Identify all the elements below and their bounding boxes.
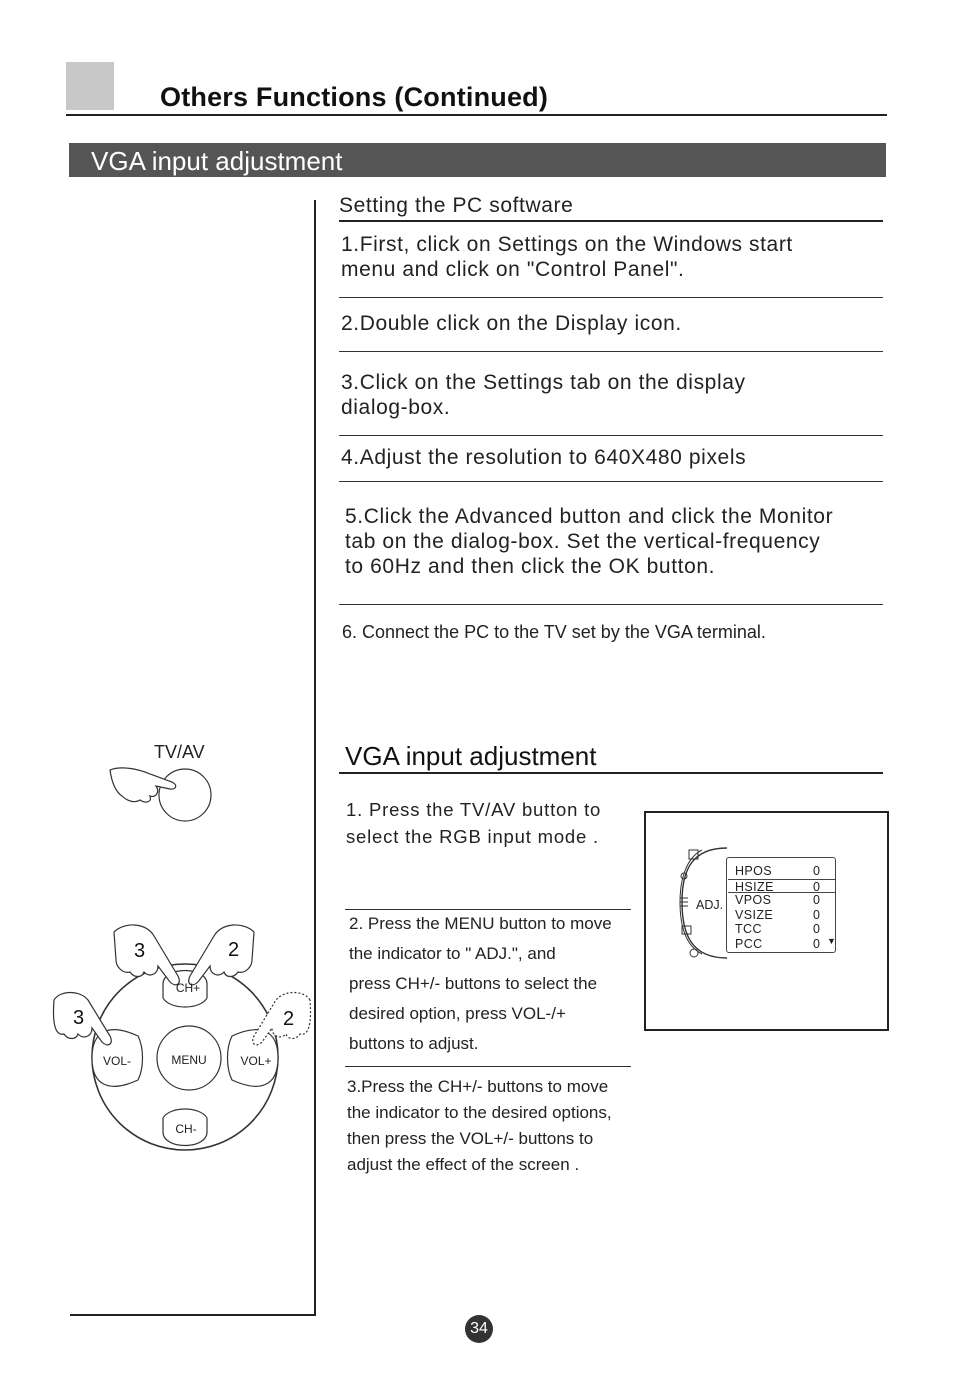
pc-step-1-line-1: 1.First, click on Settings on the Windows start <box>341 233 793 256</box>
osd-row-value: 0 <box>813 893 821 908</box>
tvav-label: TV/AV <box>154 742 205 762</box>
osd-row-value: 0 <box>813 907 821 922</box>
column-divider <box>314 200 316 1315</box>
pc-setup-heading: Setting the PC software <box>339 194 574 217</box>
vga-step-3-line-4: adjust the effect of the screen . <box>347 1155 580 1174</box>
pc-step-1 <box>341 232 793 282</box>
pc-step-3-line-2: dialog-box. <box>341 396 451 419</box>
pc-step-divider <box>339 351 883 352</box>
vga-step-2-bottom-rule <box>345 1066 631 1067</box>
pc-step-divider <box>339 604 883 605</box>
pc-step-divider <box>339 435 883 436</box>
callout-number: 3 <box>134 940 146 962</box>
callout-number: 2 <box>228 939 240 961</box>
tvav-button-press-illustration <box>106 762 216 824</box>
osd-row-label: HPOS <box>735 864 773 878</box>
pc-step-2-line-1: 2.Double click on the Display icon. <box>341 312 682 335</box>
osd-row-hsize[interactable] <box>728 879 836 894</box>
osd-adj-label: ADJ. <box>696 898 724 912</box>
vga-step-1-line-2: select the RGB input mode . <box>346 826 599 847</box>
vga-step-2-line-3: press CH+/- buttons to select the <box>349 974 598 993</box>
vga-step-2-line-5: buttons to adjust. <box>349 1034 479 1053</box>
osd-row-value: 0 <box>813 937 821 951</box>
section-bar <box>69 143 886 177</box>
page-title: Others Functions (Continued) <box>160 82 549 112</box>
ch-minus-label: CH- <box>175 1122 197 1136</box>
osd-row-label: TCC <box>735 922 762 937</box>
osd-row-tcc[interactable] <box>735 922 835 937</box>
pc-step-5-line-3: to 60Hz and then click the OK button. <box>345 555 716 578</box>
osd-row-label: HSIZE <box>735 879 774 894</box>
osd-adjust-menu <box>726 857 836 953</box>
pc-step-3-line-1: 3.Click on the Settings tab on the display <box>341 371 746 394</box>
pc-step-5 <box>345 504 920 579</box>
osd-row-hpos[interactable] <box>735 864 835 879</box>
osd-row-value: 0 <box>813 879 821 894</box>
ch-plus-label: CH+ <box>175 981 201 995</box>
vga-adjust-heading-rule <box>339 772 883 774</box>
vga-step-2-line-4: desired option, press VOL-/+ <box>349 1004 566 1023</box>
vga-step-2-line-1: 2. Press the MENU button to move <box>349 914 612 933</box>
pc-step-5-line-1: 5.Click the Advanced button and click the Monitor <box>345 505 834 528</box>
pc-setup-heading-rule <box>339 220 883 222</box>
callout-number: 3 <box>73 1007 85 1029</box>
osd-row-value: 0 <box>813 922 821 937</box>
pc-step-4 <box>341 445 746 470</box>
pc-step-6: 6. Connect the PC to the TV set by the VGA terminal. <box>342 622 766 642</box>
pc-step-divider <box>339 481 883 482</box>
osd-row-vpos[interactable] <box>735 893 835 908</box>
pc-step-1-line-2: menu and click on "Control Panel". <box>341 258 685 281</box>
tvav-button-icon[interactable] <box>159 769 211 821</box>
vga-step-3-line-2: the indicator to the desired options, <box>347 1103 612 1122</box>
osd-row-value: 0 <box>813 864 821 878</box>
pc-step-3 <box>341 370 746 420</box>
header-gray-block <box>66 62 114 110</box>
vga-step-3 <box>347 1074 612 1178</box>
osd-row-label: VSIZE <box>735 907 774 922</box>
pc-step-4-line-1: 4.Adjust the resolution to 640X480 pixels <box>341 446 747 469</box>
vga-step-2 <box>349 909 612 1059</box>
vol-minus-label: VOL- <box>102 1054 131 1068</box>
callout-number: 2 <box>283 1008 295 1030</box>
osd-row-label: PCC <box>735 937 763 951</box>
scroll-down-arrow-icon: ▼ <box>827 936 836 946</box>
vga-step-1-line-1: 1. Press the TV/AV button to <box>346 799 602 820</box>
bottom-rule <box>70 1314 316 1316</box>
section-title: VGA input adjustment <box>91 146 343 176</box>
pc-step-5-line-2: tab on the dialog-box. Set the vertical-frequency <box>345 530 821 553</box>
vga-step-2-line-2: the indicator to " ADJ.", and <box>349 944 556 963</box>
osd-row-label: VPOS <box>735 893 772 908</box>
vol-plus-label: VOL+ <box>240 1054 272 1068</box>
pc-step-divider <box>339 297 883 298</box>
title-rule <box>66 114 887 116</box>
menu-label: MENU <box>171 1053 207 1067</box>
vga-step-3-line-1: 3.Press the CH+/- buttons to move <box>347 1077 609 1096</box>
osd-row-pcc[interactable] <box>735 937 835 952</box>
vga-adjust-heading: VGA input adjustment <box>345 741 597 771</box>
vga-step-1 <box>346 796 601 850</box>
vga-step-3-line-3: then press the VOL+/- buttons to <box>347 1129 594 1148</box>
osd-row-vsize[interactable] <box>735 908 835 923</box>
pc-step-2 <box>341 311 682 336</box>
page-number-badge: 34 <box>465 1315 493 1343</box>
